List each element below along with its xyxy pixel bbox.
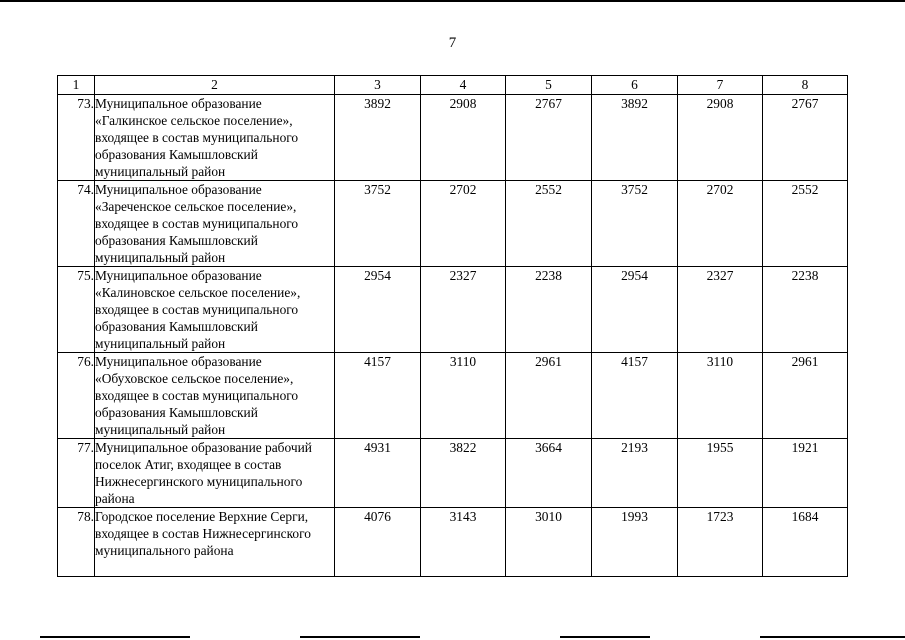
table-cell: 3143 (421, 508, 506, 577)
table-cell: 3010 (506, 508, 592, 577)
table-cell: 2702 (421, 181, 506, 267)
municipality-name: Муниципальное образование «Галкинское сельское поселение», входящее в состав муниципального образования Камышловский муниципальный район (95, 95, 335, 181)
table-cell: 1955 (678, 439, 763, 508)
column-header: 1 (58, 76, 95, 95)
table-cell: 2908 (678, 95, 763, 181)
municipality-name: Муниципальное образование рабочий поселок Атиг, входящее в состав Нижнесергинского муниципального района (95, 439, 335, 508)
table-row (58, 95, 848, 181)
row-number: 73. (58, 95, 95, 181)
column-header: 3 (335, 76, 421, 95)
column-header: 6 (592, 76, 678, 95)
table-cell: 3822 (421, 439, 506, 508)
column-header: 5 (506, 76, 592, 95)
table-row (58, 439, 848, 508)
table-cell: 3752 (592, 181, 678, 267)
table-cell: 2954 (335, 267, 421, 353)
table-cell: 3892 (335, 95, 421, 181)
row-number: 78. (58, 508, 95, 577)
table-cell: 4076 (335, 508, 421, 577)
table-cell: 1921 (763, 439, 848, 508)
table-cell: 2193 (592, 439, 678, 508)
table-cell: 4931 (335, 439, 421, 508)
scan-edge-marks (0, 636, 905, 640)
row-number: 74. (58, 181, 95, 267)
table-cell: 3110 (678, 353, 763, 439)
column-header: 4 (421, 76, 506, 95)
table-cell: 2238 (763, 267, 848, 353)
table-cell: 2552 (506, 181, 592, 267)
municipality-name: Муниципальное образование «Калиновское сельское поселение», входящее в состав муниципального образования Камышловский муниципальный район (95, 267, 335, 353)
data-table (57, 75, 848, 577)
table-cell: 2961 (506, 353, 592, 439)
table-row (58, 353, 848, 439)
table-cell: 2908 (421, 95, 506, 181)
table-cell: 4157 (592, 353, 678, 439)
table-cell: 3892 (592, 95, 678, 181)
row-number: 77. (58, 439, 95, 508)
table-row (58, 181, 848, 267)
table-cell: 2767 (763, 95, 848, 181)
table-header-row (58, 76, 848, 95)
municipality-name: Городское поселение Верхние Серги, входящее в состав Нижнесергинского муниципального района (95, 508, 335, 577)
table-row (58, 508, 848, 577)
page-number: 7 (448, 35, 457, 51)
table-cell: 4157 (335, 353, 421, 439)
table-cell: 1723 (678, 508, 763, 577)
table-cell: 2954 (592, 267, 678, 353)
municipality-name: Муниципальное образование «Обуховское сельское поселение», входящее в состав муниципального образования Камышловский муниципальный район (95, 353, 335, 439)
column-header: 2 (95, 76, 335, 95)
municipality-name: Муниципальное образование «Зареченское сельское поселение», входящее в состав муниципального образования Камышловский муниципальный район (95, 181, 335, 267)
row-number: 75. (58, 267, 95, 353)
table-cell: 3752 (335, 181, 421, 267)
table-cell: 2961 (763, 353, 848, 439)
table-cell: 1684 (763, 508, 848, 577)
table-cell: 2327 (421, 267, 506, 353)
table-row (58, 267, 848, 353)
table-cell: 3110 (421, 353, 506, 439)
table-cell: 2552 (763, 181, 848, 267)
table-cell: 2238 (506, 267, 592, 353)
table-cell: 1993 (592, 508, 678, 577)
page-top-border (0, 0, 905, 2)
table-cell: 2702 (678, 181, 763, 267)
table-cell: 2767 (506, 95, 592, 181)
table-cell: 3664 (506, 439, 592, 508)
table-cell: 2327 (678, 267, 763, 353)
row-number: 76. (58, 353, 95, 439)
column-header: 8 (763, 76, 848, 95)
column-header: 7 (678, 76, 763, 95)
